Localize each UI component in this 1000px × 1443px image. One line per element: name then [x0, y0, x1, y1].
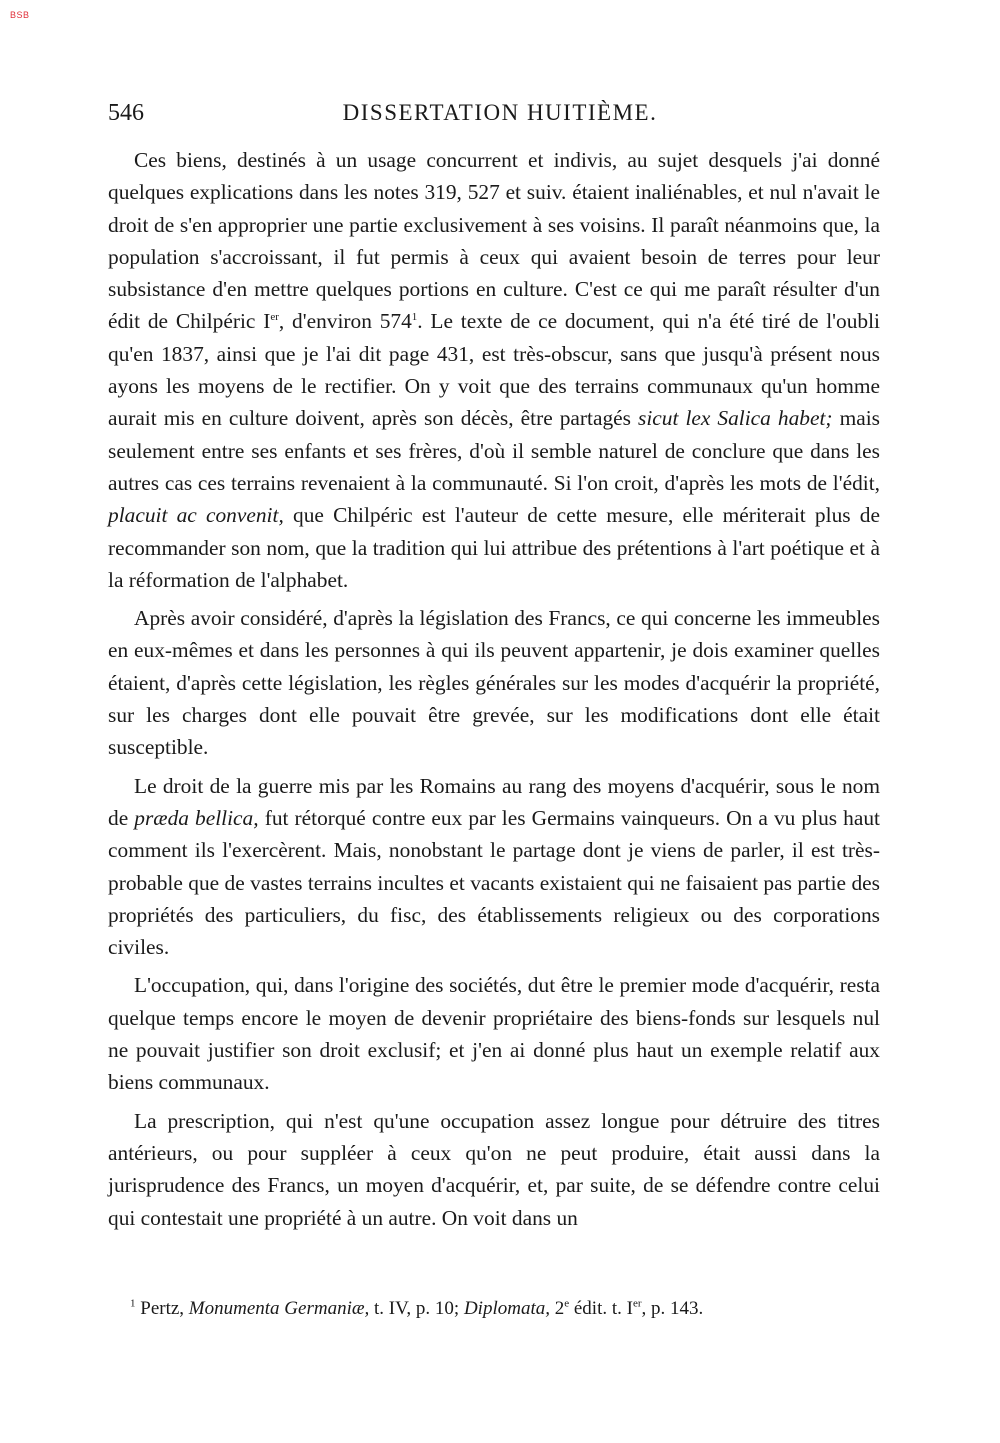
text-run: Ces biens, destinés à un usage concurrent et indivis, au sujet desquels j'ai donné quelques explications dans les notes 319, 527 et suiv. étaient inaliénables, et nul n'avait le droit de s'en approprier une partie exclusivement à ses voisins. Il paraît néanmoins que, la population s'accroissant, il fut permis à ceux qui avaient besoin de terres pour leur subsistance d'en mettre quelques portions en culture. C'est ce qui me paraît résulter d'un édit de Chilpéric I: [108, 148, 880, 334]
text-run: fut rétorqué contre eux par les Germains vainqueurs. On a vu plus haut comment ils l'exercèrent. Mais, nonobstant le partage dont je viens de parler, il est très-probable que de vastes terrains incultes et vacants existaient qui ne faisaient pas partie des propriétés des particuliers, du fisc, des établissements religieux ou des corporations civiles.: [108, 805, 880, 960]
footnote: [108, 1298, 880, 1320]
paragraph-5: La prescription, qui n'est qu'une occupation assez longue pour détruire des titres antérieurs, ou pour suppléer à ceux qu'on ne peut produire, était aussi dans la jurisprudence des Francs, un moyen d'acquérir, et, par suite, de se défendre contre celui qui contestait une propriété à un autre. On voit dans un: [108, 1108, 880, 1230]
text-run: t. IV, p. 10;: [369, 1298, 464, 1319]
text-run: que Chilpéric est l'auteur de cette mesure, elle mériterait plus de recommander son nom, que la tradition qui lui attribue des prétentions à l'art poétique et à la réformation de l'alphabet.: [108, 503, 880, 592]
text-run: Pertz,: [135, 1298, 189, 1319]
page-number: 546: [108, 100, 144, 126]
paragraph-1: [108, 144, 880, 596]
paragraph-4: L'occupation, qui, dans l'origine des sociétés, dut être le premier mode d'acquérir, resta quelque temps encore le moyen de devenir propriétaire des biens-fonds sur lesquels nul ne pouvait justifier son droit exclusif; et j'en ai donné plus haut un exemple relatif aux biens communaux.: [108, 973, 880, 1095]
text-run: édit. t. I: [569, 1298, 633, 1319]
superscript: e: [564, 1297, 570, 1310]
footnote-marker: 1: [130, 1297, 136, 1310]
page-header: [108, 100, 884, 134]
text-run: Le droit de la guerre mis par les Romains au rang des moyens d'acquérir, sous le nom de: [108, 773, 880, 830]
library-stamp: BSB: [10, 10, 30, 20]
text-run: , d'environ 574: [278, 309, 412, 334]
text-run: mais seulement entre ses enfants et ses frères, d'où il semble naturel de conclure que dans les autres cas ces terrains revenaient à la communauté. Si l'on croit, d'après les mots de l'édit,: [108, 406, 880, 495]
running-title: DISSERTATION HUITIÈME.: [342, 100, 658, 125]
superscript: er: [270, 311, 279, 324]
text-run: 2: [549, 1298, 565, 1319]
citation-title: Diplomata,: [463, 1298, 550, 1319]
text-run: , p. 143.: [641, 1298, 704, 1319]
paragraph-3: [108, 770, 880, 964]
superscript: er: [632, 1297, 642, 1310]
latin-quote: sicut lex Salica habet;: [638, 406, 833, 431]
footnote-reference: 1: [411, 311, 418, 324]
latin-quote: placuit ac convenit,: [108, 503, 284, 528]
latin-term: præda bellica,: [134, 805, 259, 830]
citation-title: Monumenta Germaniæ,: [188, 1298, 370, 1319]
body-text: [108, 144, 880, 1234]
paragraph-2: Après avoir considéré, d'après la législation des Francs, ce qui concerne les immeubles en eux-mêmes et dans les personnes à qui ils peuvent appartenir, je dois examiner quelles étaient, d'après cette législation, les règles générales sur les modes d'acquérir la propriété, sur les charges dont elle pouvait être grevée, sur les modifications dont elle était susceptible.: [108, 606, 880, 760]
text-run: . Le texte de ce document, qui n'a été tiré de l'oubli qu'en 1837, ainsi que je l'ai dit page 431, est très-obscur, sans que jusqu'à présent nous ayons les moyens de le rectifier. On y voit que des terrains communaux qu'un homme aurait mis en culture doivent, après son décès, être partagés: [108, 309, 880, 431]
